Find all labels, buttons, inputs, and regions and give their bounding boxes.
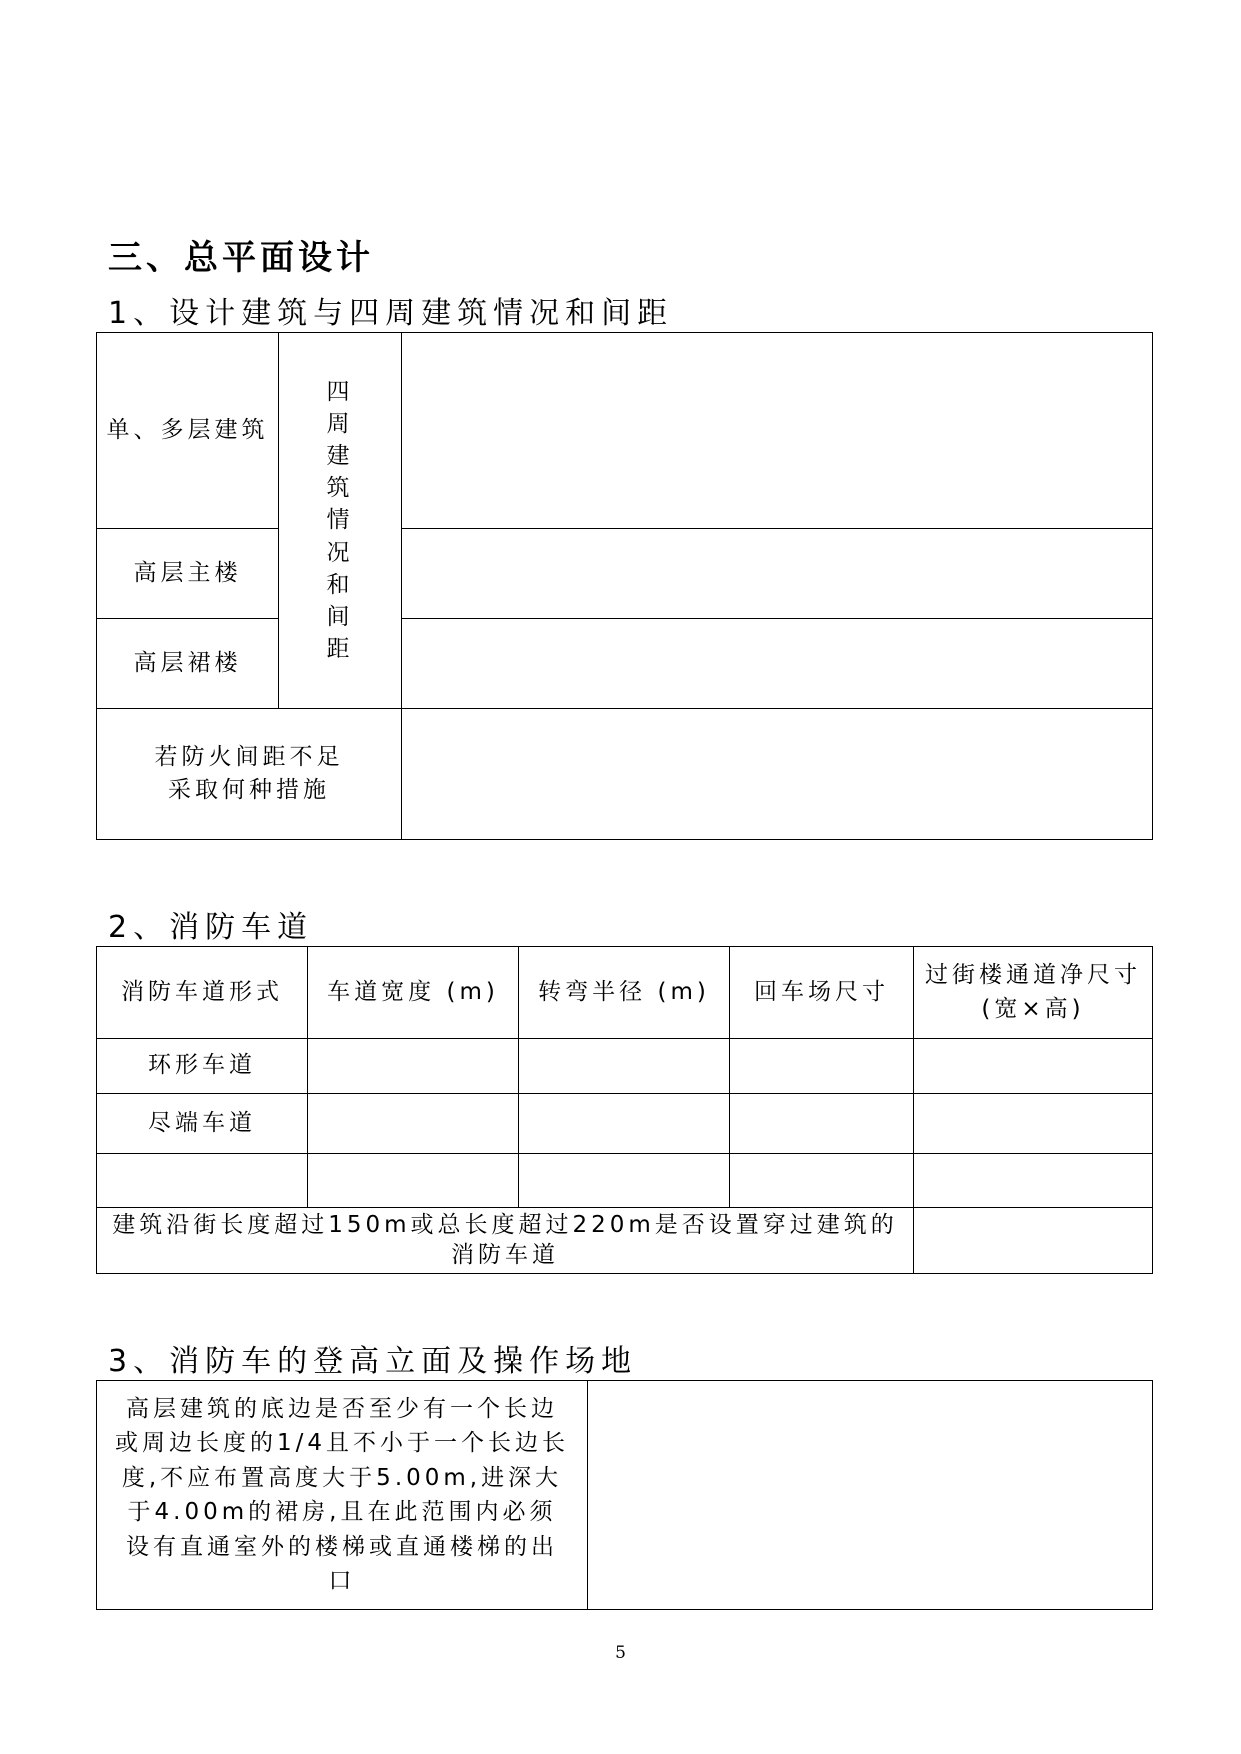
deadend-lane-overpass-cell[interactable] — [914, 1094, 1153, 1154]
measures-label-cell — [97, 709, 402, 840]
measures-label-line2: 采取何种措施 — [168, 777, 330, 803]
measures-input-cell[interactable] — [402, 709, 1153, 840]
part3-heading: 3、消防车的登高立面及操作场地 — [108, 1344, 638, 1379]
row-label: 环形车道 — [97, 1039, 308, 1094]
through-lane-answer-cell[interactable] — [914, 1208, 1153, 1274]
deadend-lane-width-cell[interactable] — [308, 1094, 519, 1154]
overpass-header-line1: 过街楼通道净尺寸 — [925, 962, 1141, 989]
row-label: 高层裙楼 — [97, 619, 279, 709]
deadend-lane-turnaround-cell[interactable] — [730, 1094, 914, 1154]
low-multistory-surroundings-cell[interactable] — [402, 333, 1153, 529]
aerial-platform-answer-cell[interactable] — [588, 1381, 1153, 1610]
deadend-lane-radius-cell[interactable] — [519, 1094, 730, 1154]
part1-heading: 1、设计建筑与四周建筑情况和间距 — [108, 296, 674, 331]
overpass-header-line2: (宽×高) — [981, 995, 1085, 1022]
vertical-label-cell — [279, 333, 402, 709]
ring-lane-radius-cell[interactable] — [519, 1039, 730, 1094]
row-label: 尽端车道 — [97, 1094, 308, 1154]
row-label: 单、多层建筑 — [97, 333, 279, 529]
aerial-platform-table — [96, 1380, 1153, 1610]
highrise-main-surroundings-cell[interactable] — [402, 529, 1153, 619]
header-cell: 车道宽度 (m) — [308, 947, 519, 1039]
extra-lane-turnaround-cell[interactable] — [730, 1154, 914, 1208]
vertical-label: 四周建筑情况和间距 — [326, 378, 354, 663]
header-cell: 转弯半径 (m) — [519, 947, 730, 1039]
extra-lane-overpass-cell[interactable] — [914, 1154, 1153, 1208]
ring-lane-overpass-cell[interactable] — [914, 1039, 1153, 1094]
header-cell-overpass — [914, 947, 1153, 1039]
extra-lane-radius-cell[interactable] — [519, 1154, 730, 1208]
surroundings-table — [96, 332, 1153, 840]
section-title: 三、总平面设计 — [108, 238, 374, 278]
highrise-podium-surroundings-cell[interactable] — [402, 619, 1153, 709]
header-cell: 消防车道形式 — [97, 947, 308, 1039]
extra-lane-type-cell[interactable] — [97, 1154, 308, 1208]
fire-lane-table — [96, 946, 1153, 1274]
through-lane-note: 建筑沿街长度超过150m或总长度超过220m是否设置穿过建筑的消防车道 — [97, 1208, 914, 1274]
ring-lane-width-cell[interactable] — [308, 1039, 519, 1094]
extra-lane-width-cell[interactable] — [308, 1154, 519, 1208]
aerial-platform-question: 高层建筑的底边是否至少有一个长边或周边长度的1/4且不小于一个长边长度,不应布置高度大于5.00m,进深大于4.00m的裙房,且在此范围内必须设有直通室外的楼梯或直通楼梯的出口 — [97, 1381, 588, 1610]
page-number: 5 — [615, 1643, 626, 1663]
part2-heading: 2、消防车道 — [108, 910, 314, 945]
ring-lane-turnaround-cell[interactable] — [730, 1039, 914, 1094]
header-cell: 回车场尺寸 — [730, 947, 914, 1039]
measures-label-line1: 若防火间距不足 — [154, 743, 344, 770]
row-label: 高层主楼 — [97, 529, 279, 619]
